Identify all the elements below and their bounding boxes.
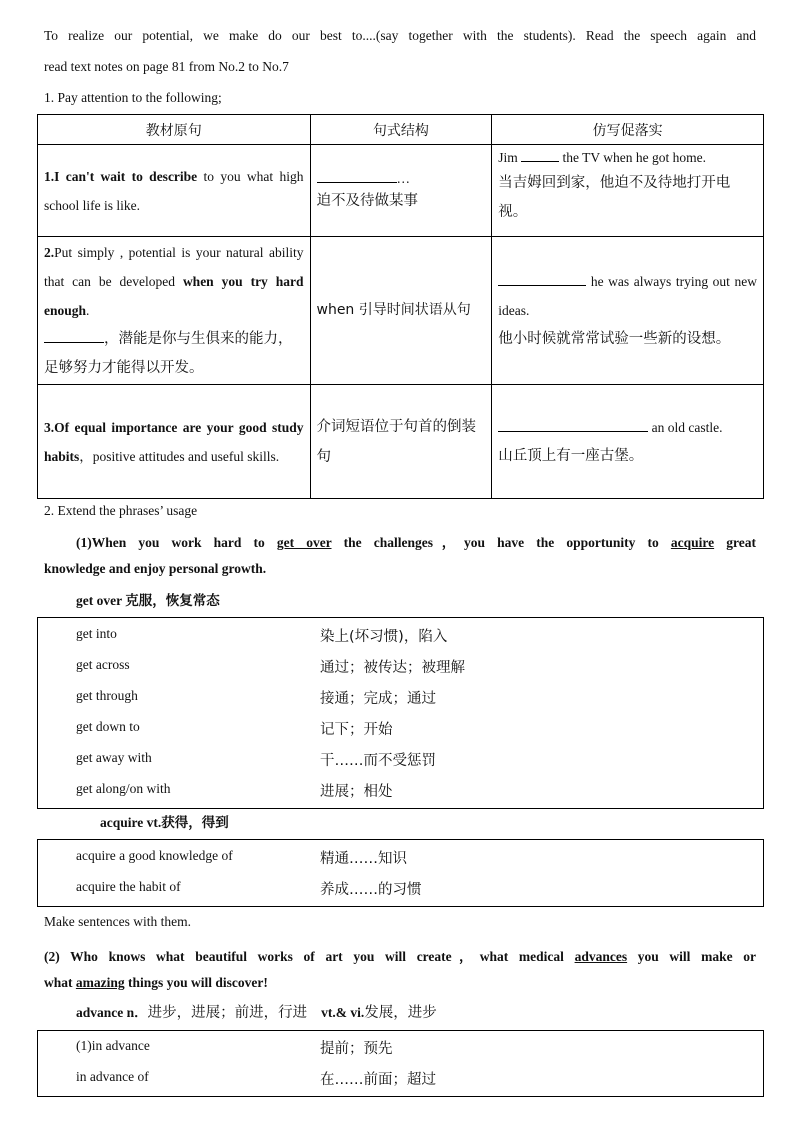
row1-prac-zh: 当吉姆回到家，他迫不及待地打开电视。	[498, 175, 731, 220]
s2-part-c: you will make or	[627, 949, 757, 964]
row1-rest: to you what high school life is like.	[44, 168, 304, 213]
row3-structure: 介词短语位于句首的倒装句	[310, 385, 492, 499]
row2-practice	[492, 237, 764, 385]
row3-practice	[492, 385, 764, 499]
header-structure: 句式结构	[310, 115, 492, 145]
phrase-zh: 通过；被传达；被理解	[320, 660, 465, 676]
blank-line	[44, 330, 104, 343]
s1-part-c: the challenges，you have the opportunity to	[331, 535, 671, 550]
phrase-zh: 接通；完成；通过	[320, 691, 436, 707]
phrase-zh: 提前；预先	[320, 1041, 393, 1057]
list-item	[38, 620, 763, 651]
row3-prac-en: an old castle.	[648, 419, 723, 435]
row1-key-phrase: I can't wait to describe	[54, 168, 198, 184]
row3-prac-zh: 山丘顶上有一座古堡。	[498, 447, 644, 464]
s2-part-a: (2) Who knows what beautiful works of art you will create，what medical	[44, 949, 575, 964]
phrase-en: in advance of	[76, 1069, 149, 1084]
list-item	[38, 842, 763, 873]
list-item	[38, 775, 763, 806]
row1-prac-a: Jim	[498, 150, 522, 165]
row2-text: Put simply , potential is your natural ability that can be developed	[44, 245, 304, 289]
sentence-table	[37, 114, 764, 499]
s2-part-f: things you will discover!	[124, 975, 268, 990]
list-item	[38, 873, 763, 904]
intro-line-2: read text notes on page 81 from No.2 to No.7	[44, 59, 289, 74]
row1-practice	[492, 145, 764, 237]
s2-advances: advances	[574, 949, 628, 964]
row2-end: .	[86, 303, 90, 318]
phrase-en: get along/on with	[76, 781, 171, 796]
phrase-en: get away with	[76, 750, 152, 765]
s1-acquire: acquire	[670, 535, 715, 550]
acquire-phrases-box	[37, 839, 764, 907]
list-item	[38, 682, 763, 713]
item-1-heading: 1. Pay attention to the following;	[44, 90, 222, 105]
row3-key-phrase: Of equal importance are your good study habits	[44, 419, 304, 464]
row3-number: 3.	[44, 419, 55, 435]
phrase-en: acquire the habit of	[76, 879, 181, 894]
phrase-zh: 记下；开始	[320, 722, 393, 738]
advance-verb-meaning: 发展，进步	[364, 1005, 437, 1021]
table-row	[38, 237, 764, 385]
table-header-row	[38, 115, 764, 145]
blank-line	[498, 273, 586, 286]
list-item	[38, 713, 763, 744]
acquire-title: acquire vt.获得，得到	[100, 815, 229, 830]
row1-struct-ellipsis: …	[396, 170, 410, 186]
phrase-zh: 养成……的习惯	[320, 882, 422, 898]
header-practice: 仿写促落实	[492, 115, 764, 145]
table-row	[38, 385, 764, 499]
get-over-title: get over 克服，恢复常态	[76, 593, 220, 608]
sentence-2-line-2	[44, 975, 756, 991]
phrase-en: (1)in advance	[76, 1038, 150, 1053]
row2-original	[38, 237, 311, 385]
phrase-en: acquire a good knowledge of	[76, 848, 233, 863]
phrase-zh: 进展；相处	[320, 784, 393, 800]
phrase-en: get across	[76, 657, 130, 672]
item-2-heading: 2. Extend the phrases’ usage	[44, 503, 198, 518]
row3-rest: ，positive attitudes and useful skills.	[79, 448, 280, 464]
s2-amazing: amazing	[75, 975, 125, 990]
row1-number: 1.	[44, 168, 55, 184]
phrase-zh: 在……前面；超过	[320, 1072, 436, 1088]
intro-line-1: To realize our potential, we make do our best to....(say together with the students). Read the speech again and	[44, 28, 756, 43]
row1-struct-zh: 迫不及待做某事	[316, 192, 418, 209]
blank-line	[317, 170, 397, 183]
advance-pos-v: vt.& vi.	[321, 1005, 365, 1020]
list-item	[38, 1032, 763, 1063]
advance-phrases-box	[37, 1030, 764, 1097]
phrase-zh: 精通……知识	[320, 851, 407, 867]
list-item	[38, 744, 763, 775]
phrase-zh: 染上(坏习惯)，陷入	[320, 629, 448, 645]
s1-get-over: get over	[276, 535, 332, 550]
row2-prac-en: he was always trying out new ideas.	[498, 274, 757, 318]
row1-prac-b: the TV when he got home.	[559, 150, 707, 165]
s1-part-e: great	[714, 535, 756, 550]
table-row	[38, 145, 764, 237]
sentence-1-line-2: knowledge and enjoy personal growth.	[44, 561, 267, 576]
make-sentences-instruction: Make sentences with them.	[44, 914, 191, 929]
phrase-en: get through	[76, 688, 138, 703]
phrase-en: get down to	[76, 719, 140, 734]
blank-line	[498, 419, 648, 432]
phrase-en: get into	[76, 626, 117, 641]
row2-prac-zh: 他小时候就常常试验一些新的设想。	[498, 331, 731, 347]
s2-part-d: what	[44, 975, 76, 990]
row1-structure	[310, 145, 492, 237]
row2-structure: when 引导时间状语从句	[310, 237, 492, 385]
advance-pos-n: advance n．	[76, 1005, 148, 1020]
sentence-1-line-1	[76, 531, 756, 551]
header-original: 教材原句	[38, 115, 311, 145]
s1-part-a: (1)When you work hard to	[76, 535, 277, 550]
row1-original	[38, 145, 311, 237]
list-item	[38, 1063, 763, 1094]
row2-zh: ，潜能是你与生俱来的能力，足够努力才能得以开发。	[44, 331, 293, 376]
list-item	[38, 651, 763, 682]
advance-title	[76, 1001, 788, 1022]
blank-line	[521, 149, 559, 162]
get-phrases-box	[37, 617, 764, 809]
sentence-2-line-1	[44, 945, 756, 965]
advance-noun-meaning: 进步，进展；前进，行进	[147, 1005, 308, 1021]
row3-original	[38, 385, 311, 499]
row2-number: 2.	[44, 245, 55, 260]
phrase-zh: 干……而不受惩罚	[320, 753, 436, 769]
row2-key-phrase: when you try hard enough	[44, 274, 304, 318]
